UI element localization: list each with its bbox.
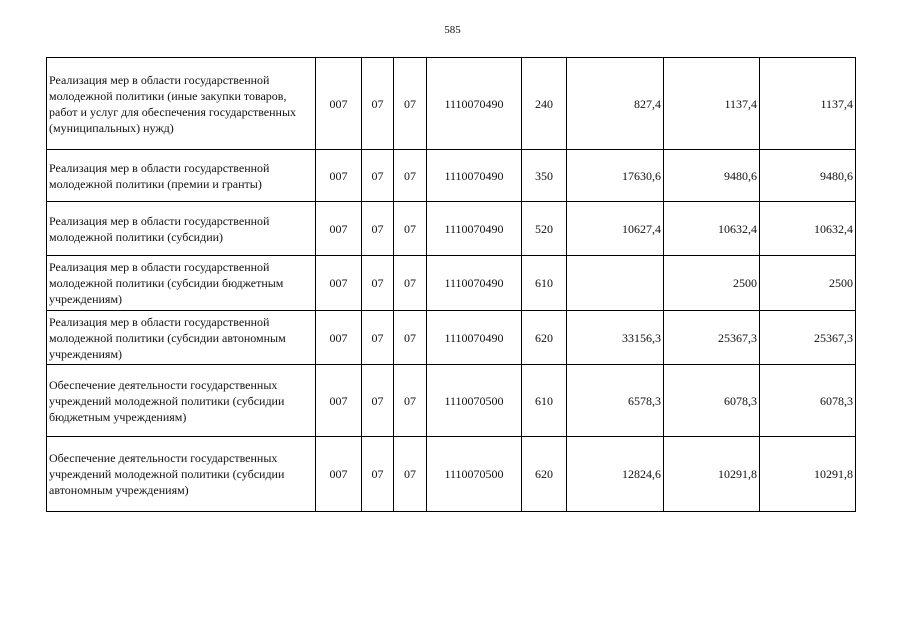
section-cell: 07 <box>362 256 394 311</box>
subsection-cell: 07 <box>394 365 427 437</box>
amount-3-cell: 1137,4 <box>760 58 856 150</box>
amount-1-cell: 10627,4 <box>567 202 664 256</box>
subsection-cell: 07 <box>394 150 427 202</box>
target-article-cell: 1110070500 <box>427 365 522 437</box>
target-article-cell: 1110070490 <box>427 202 522 256</box>
grbs-cell: 007 <box>316 365 362 437</box>
section-cell: 07 <box>362 365 394 437</box>
section-cell: 07 <box>362 437 394 512</box>
amount-1-cell: 17630,6 <box>567 150 664 202</box>
expense-type-cell: 610 <box>522 256 567 311</box>
expense-type-cell: 620 <box>522 311 567 365</box>
subsection-cell: 07 <box>394 58 427 150</box>
budget-table <box>46 57 856 512</box>
amount-1-cell <box>567 256 664 311</box>
target-article-cell: 1110070490 <box>427 150 522 202</box>
expense-type-cell: 610 <box>522 365 567 437</box>
target-article-cell: 1110070500 <box>427 437 522 512</box>
expense-type-cell: 520 <box>522 202 567 256</box>
grbs-cell: 007 <box>316 437 362 512</box>
grbs-cell: 007 <box>316 256 362 311</box>
target-article-cell: 1110070490 <box>427 311 522 365</box>
section-cell: 07 <box>362 150 394 202</box>
expense-type-cell: 620 <box>522 437 567 512</box>
table-row <box>47 150 856 202</box>
amount-3-cell: 6078,3 <box>760 365 856 437</box>
page-number: 585 <box>444 24 461 36</box>
row-name-cell: Обеспечение деятельности государственных учреждений молодежной политики (субсидии бюджетным учреждениям) <box>47 365 316 437</box>
table-row <box>47 365 856 437</box>
subsection-cell: 07 <box>394 256 427 311</box>
row-name-cell: Реализация мер в области государственной молодежной политики (субсидии) <box>47 202 316 256</box>
table-row <box>47 58 856 150</box>
amount-2-cell: 6078,3 <box>664 365 760 437</box>
row-name-cell: Реализация мер в области государственной молодежной политики (премии и гранты) <box>47 150 316 202</box>
row-name-cell: Реализация мер в области государственной молодежной политики (субсидии бюджетным учреждениям) <box>47 256 316 311</box>
amount-2-cell: 9480,6 <box>664 150 760 202</box>
table-row <box>47 437 856 512</box>
amount-1-cell: 6578,3 <box>567 365 664 437</box>
amount-2-cell: 10632,4 <box>664 202 760 256</box>
section-cell: 07 <box>362 311 394 365</box>
row-name-cell: Реализация мер в области государственной молодежной политики (субсидии автономным учреждениям) <box>47 311 316 365</box>
grbs-cell: 007 <box>316 202 362 256</box>
row-name-cell: Реализация мер в области государственной молодежной политики (иные закупки товаров, работ и услуг для обеспечения государственных (муниципальных) нужд) <box>47 58 316 150</box>
amount-1-cell: 33156,3 <box>567 311 664 365</box>
target-article-cell: 1110070490 <box>427 58 522 150</box>
row-name-cell: Обеспечение деятельности государственных учреждений молодежной политики (субсидии автономным учреждениям) <box>47 437 316 512</box>
section-cell: 07 <box>362 202 394 256</box>
target-article-cell: 1110070490 <box>427 256 522 311</box>
subsection-cell: 07 <box>394 202 427 256</box>
table-row <box>47 256 856 311</box>
amount-3-cell: 25367,3 <box>760 311 856 365</box>
amount-1-cell: 827,4 <box>567 58 664 150</box>
grbs-cell: 007 <box>316 58 362 150</box>
amount-3-cell: 10291,8 <box>760 437 856 512</box>
expense-type-cell: 240 <box>522 58 567 150</box>
amount-2-cell: 25367,3 <box>664 311 760 365</box>
amount-2-cell: 10291,8 <box>664 437 760 512</box>
table-row <box>47 311 856 365</box>
amount-3-cell: 2500 <box>760 256 856 311</box>
grbs-cell: 007 <box>316 150 362 202</box>
amount-2-cell: 2500 <box>664 256 760 311</box>
subsection-cell: 07 <box>394 311 427 365</box>
table-row <box>47 202 856 256</box>
subsection-cell: 07 <box>394 437 427 512</box>
expense-type-cell: 350 <box>522 150 567 202</box>
amount-3-cell: 9480,6 <box>760 150 856 202</box>
amount-1-cell: 12824,6 <box>567 437 664 512</box>
amount-2-cell: 1137,4 <box>664 58 760 150</box>
grbs-cell: 007 <box>316 311 362 365</box>
amount-3-cell: 10632,4 <box>760 202 856 256</box>
section-cell: 07 <box>362 58 394 150</box>
